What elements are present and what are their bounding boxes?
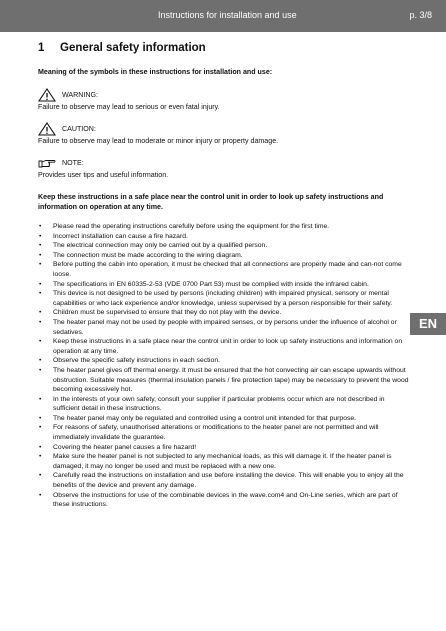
list-item: • Observe the specific safety instructions in each section. [38,356,410,366]
language-tab: EN [410,313,446,335]
header-title: Instructions for installation and use [158,10,297,20]
list-item: • Before putting the cabin into operation, it must be checked that all connections are properly made and can-not come loose. [38,260,410,279]
symbol-description: Failure to observe may lead to serious or even fatal injury. [38,103,220,111]
list-item: • For reasons of safety, unauthorised alterations or modifications to the heater panel are not permitted and will immediately invalidate the guarantee. [38,423,410,442]
symbols-heading: Meaning of the symbols in these instructions for installation and use: [38,68,273,76]
page-content [38,38,410,510]
list-item: • Keep these instructions in a safe place near the control unit in order to look up safety instructions and information on operation at any time. [38,337,410,356]
list-item: • The heater panel may not be used by people with impaired senses, or by persons under the influence of alcohol or sedatives. [38,318,410,337]
pointing-hand-icon [38,156,56,170]
caution-triangle-icon [38,122,56,136]
list-item: • Covering the heater panel causes a fire hazard! [38,443,410,453]
list-item: • In the interests of your own safety, consult your supplier if particular problems occur which are not described in sufficient detail in these instructions. [38,395,410,414]
symbol-note [38,156,410,179]
symbol-description: Provides user tips and useful information. [38,171,169,179]
safety-bullet-list [38,222,410,510]
list-item: • The connection must be made according to the wiring diagram. [38,251,410,261]
page-header [0,0,446,32]
list-item: • This device is not designed to be used by persons (including children) with impaired physical, sensory or mental capabilities or who lack experience and/or knowledge, unless supervised by a person responsible for their safety. [38,289,410,308]
list-item: • Please read the operating instructions carefully before using the equipment for the first time. [38,222,410,232]
list-item: • Carefully read the instructions on installation and use before installing the device. This will enable you to enjoy all the benefits of the device and prevent any damage. [38,471,410,490]
symbol-description: Failure to observe may lead to moderate or minor injury or property damage. [38,137,279,145]
list-item: • The specifications in EN 60335-2-53 (VDE 0700 Part 53) must be complied with inside the infrared cabin. [38,280,410,290]
list-item: • Children must be supervised to ensure that they do not play with the device. [38,308,410,318]
symbol-label: WARNING: [62,91,98,99]
keep-instructions-notice: Keep these instructions in a safe place near the control unit in order to look up safety instructions and information on operation at any time. [38,193,384,211]
symbol-caution [38,122,410,145]
list-item: • The electrical connection may only be carried out by a qualified person. [38,241,410,251]
symbol-label: NOTE: [62,159,84,167]
list-item: • The heater panel gives off thermal energy. It must be ensured that the hot convecting air can escape upwards without obstruction. Suitable measures (thermal insulation panels / fire protection tape) may be necessary to prevent the wood becoming excessively hot. [38,366,410,395]
list-item: • Make sure the heater panel is not subjected to any mechanical loads, as this will damage it. If the heater panel is damaged, it may no longer be used and must be replaced with a new one. [38,452,410,471]
section-title: General safety information [60,42,206,54]
warning-triangle-icon [38,88,56,102]
symbol-warning [38,88,410,111]
page-number: p. 3/8 [409,10,432,20]
section-number: 1 [38,42,45,54]
section-heading [38,42,410,54]
symbol-label: CAUTION: [62,125,96,133]
list-item: • Observe the instructions for use of the combinable devices in the wave.com4 and On-Line series, which are part of these instructions. [38,491,410,510]
list-item: • The heater panel may only be regulated and controlled using a control unit intended for that purpose. [38,414,410,424]
list-item: • Incorrect installation can cause a fire hazard. [38,232,410,242]
